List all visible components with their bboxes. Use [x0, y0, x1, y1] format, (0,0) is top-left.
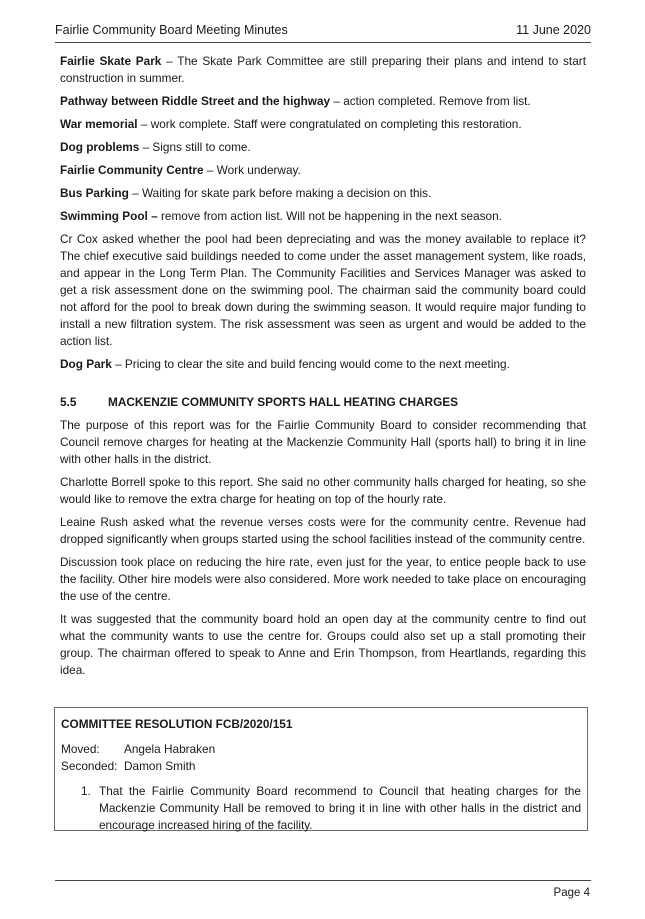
- section-paragraph: Charlotte Borrell spoke to this report. She said no other community halls charged for heating, so she would like to remove the extra charge for heating on top of the hourly rate.: [60, 475, 586, 506]
- action-item: Fairlie Community Centre – Work underway.: [60, 163, 301, 177]
- header-divider: [55, 42, 591, 43]
- seconded-row: [61, 758, 581, 775]
- resolution-item-text: That the Fairlie Community Board recommend to Council that heating charges for the Mackenzie Community Hall be removed to bring it in line with other halls in the district and encourage increased hiring of the facility.: [99, 784, 581, 832]
- action-item: Dog problems – Signs still to come.: [60, 140, 251, 154]
- document-title: Fairlie Community Board Meeting Minutes: [55, 23, 288, 37]
- section-number: 5.5: [60, 395, 77, 409]
- moved-label: Moved:: [61, 742, 100, 756]
- action-item: Dog Park – Pricing to clear the site and build fencing would come to the next meeting.: [60, 357, 510, 371]
- page-number: Page 4: [553, 887, 590, 899]
- action-item: Fairlie Skate Park – The Skate Park Committee are still preparing their plans and intend to start construction in summer.: [60, 54, 586, 85]
- page-header: [55, 22, 591, 38]
- action-item: War memorial – work complete. Staff were congratulated on completing this restoration.: [60, 117, 522, 131]
- section-paragraph: The purpose of this report was for the Fairlie Community Board to consider recommending that Council remove charges for heating at the Mackenzie Community Hall (sports hall) to bring it in line with other halls in the district.: [60, 418, 586, 466]
- action-item: Pathway between Riddle Street and the highway – action completed. Remove from list.: [60, 94, 531, 108]
- pool-discussion: Cr Cox asked whether the pool had been depreciating and was the money available to replace it? The chief executive said buildings needed to come under the asset management system, like roads, and appear in the Long Term Plan. The Community Facilities and Services Manager was asked to get a risk assessment done on the swimming pool. The chairman said the community board could not afford for the pool to break down during the swimming season. It would require major funding to install a new filtration system. The risk assessment was seen as urgent and would be added to the action list.: [60, 232, 586, 348]
- resolution-item: [61, 783, 581, 834]
- section-heading: [60, 394, 586, 411]
- action-item: Bus Parking – Waiting for skate park before making a decision on this.: [60, 186, 432, 200]
- document-date: 11 June 2020: [516, 23, 591, 37]
- moved-row: [61, 741, 581, 758]
- resolution-item-number: 1.: [81, 784, 91, 798]
- footer-divider: [55, 880, 591, 881]
- committee-resolution-box: [54, 707, 588, 831]
- section-paragraph: It was suggested that the community board hold an open day at the community centre to find out what the community wants to use the centre for. Groups could also set up a stall promoting their group. The chairman offered to speak to Anne and Erin Thompson, from Heartlands, regarding this idea.: [60, 612, 586, 677]
- action-item: Swimming Pool – remove from action list. Will not be happening in the next season.: [60, 209, 502, 223]
- seconded-label: Seconded:: [61, 759, 118, 773]
- resolution-title: COMMITTEE RESOLUTION FCB/2020/151: [61, 717, 293, 731]
- section-paragraph: Leaine Rush asked what the revenue verses costs were for the community centre. Revenue had dropped significantly when groups started using the school facilities instead of the community centre.: [60, 515, 586, 546]
- seconded-name: Damon Smith: [124, 759, 196, 773]
- section-title: MACKENZIE COMMUNITY SPORTS HALL HEATING CHARGES: [108, 395, 458, 409]
- section-paragraph: Discussion took place on reducing the hire rate, even just for the year, to entice people back to use the facility. Other hire models were also considered. More work needed to take place on encouraging the use of the centre.: [60, 555, 586, 603]
- minutes-body: [60, 53, 586, 685]
- moved-name: Angela Habraken: [124, 742, 216, 756]
